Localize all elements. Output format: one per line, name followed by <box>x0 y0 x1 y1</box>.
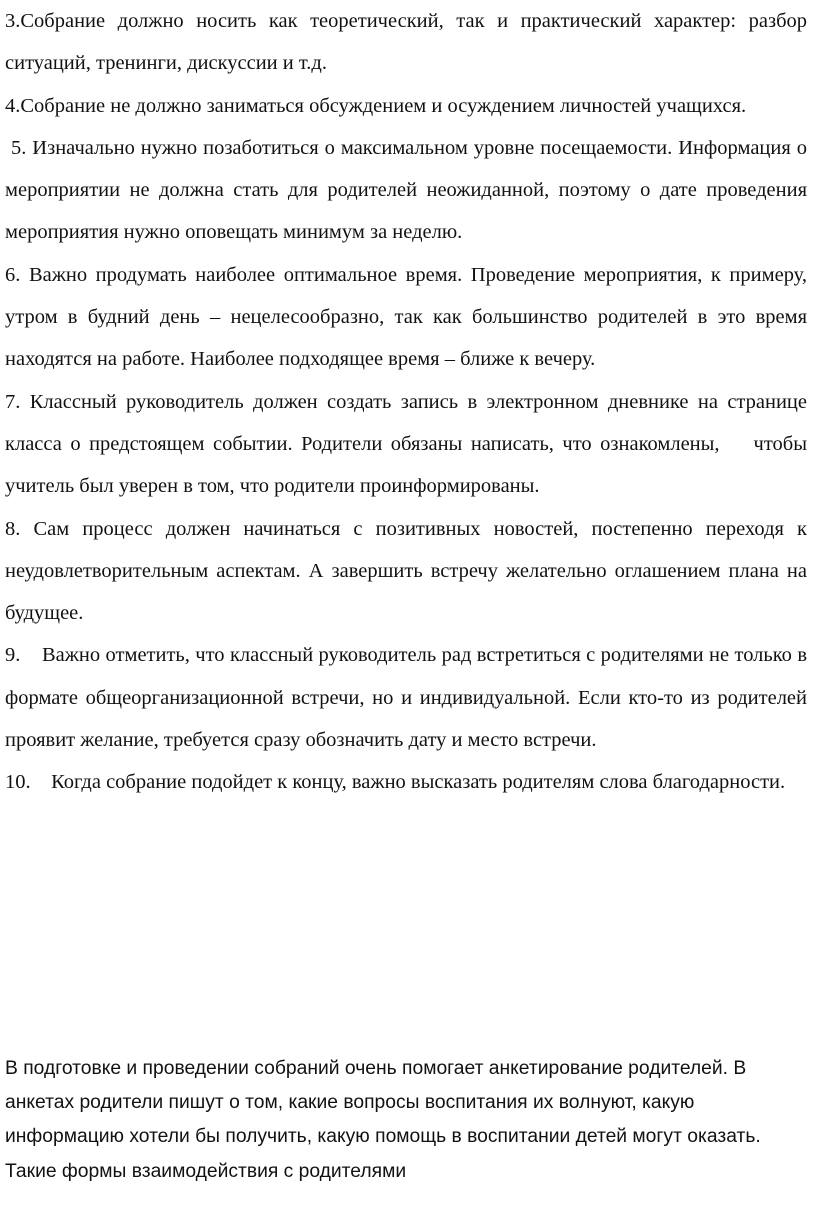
paragraph-item-9: 9. Важно отметить, что классный руководитель рад встретиться с родителями не только в формате общеорганизационной встречи, но и индивидуальной. Если кто-то из родителей проявит желание, требуется сразу обозначить дату и место встречи. <box>5 644 813 752</box>
paragraph-item-6: 6. Важно продумать наиболее оптимальное время. Проведение мероприятия, к примеру, утром в будний день – нецелесообразно, так как большинство родителей в это время находятся на работе. Наиболее подходящее время – ближе к вечеру. <box>5 263 807 371</box>
numbered-recommendations <box>5 0 813 804</box>
closing-section <box>5 1052 813 1189</box>
closing-paragraph: В подготовке и проведении собраний очень помогает анкетирование родителей. В анкетах родители пишут о том, какие вопросы воспитания их волнуют, какую информацию хотели бы получить, какую помощь в воспитании детей могут оказать. Такие формы взаимодействия с родителями <box>5 1058 761 1182</box>
paragraph-item-7: 7. Классный руководитель должен создать запись в электронном дневнике на странице класса о предстоящем событии. Родители обязаны написать, что ознакомлены, чтобы учитель был уверен в том, что родители проинформированы. <box>5 390 813 498</box>
paragraph-item-5: 5. Изначально нужно позаботиться о максимальном уровне посещаемости. Информация о мероприятии не должна стать для родителей неожиданной, поэтому о дате проведения мероприятия нужно оповещать минимум за неделю. <box>5 136 813 244</box>
paragraph-item-8: 8. Сам процесс должен начинаться с позитивных новостей, постепенно переходя к неудовлетворительным аспектам. А завершить встречу желательно оглашением плана на будущее. <box>5 517 807 625</box>
paragraph-item-10: 10. Когда собрание подойдет к концу, важно высказать родителям слова благодарности. <box>5 771 786 794</box>
paragraph-item-3: 3.Собрание должно носить как теоретический, так и практический характер: разбор ситуаций, тренинги, дискуссии и т.д. <box>5 10 807 75</box>
paragraph-item-4: 4.Собрание не должно заниматься обсуждением и осуждением личностей учащихся. <box>5 94 747 117</box>
